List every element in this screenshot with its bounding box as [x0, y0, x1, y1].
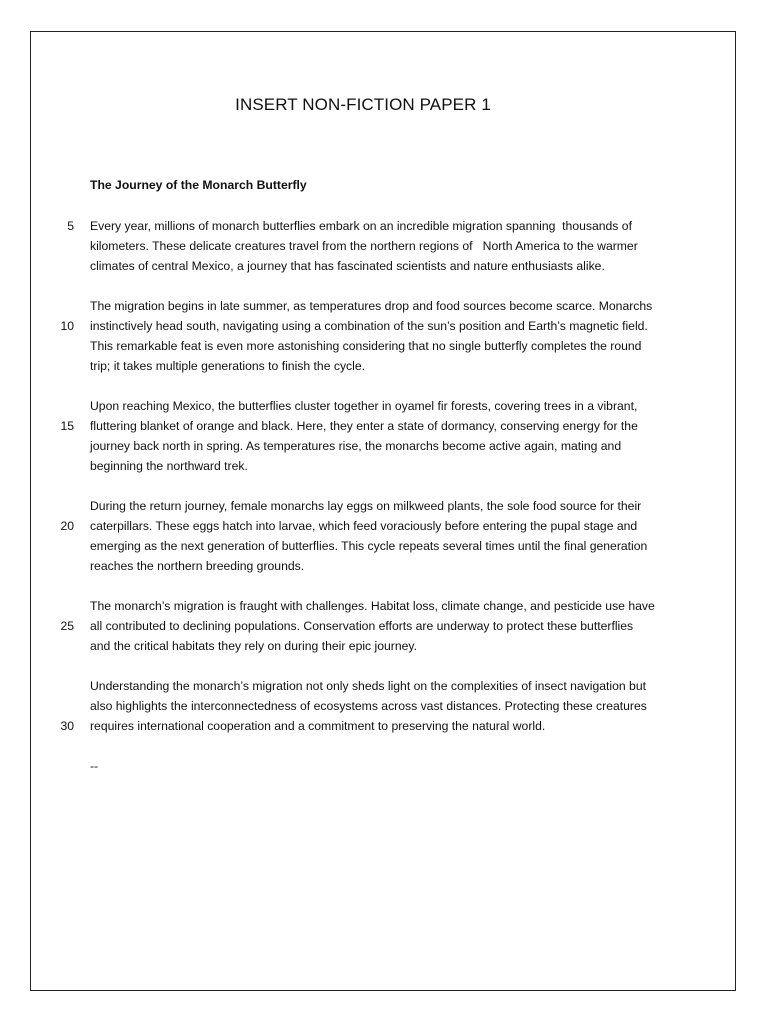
body-line: journey back north in spring. As temperatures rise, the monarchs become active again, mating and: [90, 439, 622, 453]
body-line: Upon reaching Mexico, the butterflies cluster together in oyamel fir forests, covering trees in a vibrant,: [90, 399, 638, 413]
body-line: Understanding the monarch’s migration not only sheds light on the complexities of insect navigation but: [90, 679, 646, 693]
line-number: 20: [60, 519, 74, 533]
body-line: fluttering blanket of orange and black. Here, they enter a state of dormancy, conserving energy for the: [90, 419, 638, 433]
body-line: caterpillars. These eggs hatch into larvae, which feed voraciously before entering the pupal stage and: [90, 519, 638, 533]
body-line: all contributed to declining populations. Conservation efforts are underway to protect these butterflies: [90, 619, 634, 633]
body-line: requires international cooperation and a commitment to preserving the natural world.: [90, 719, 546, 733]
body-line: also highlights the interconnectedness of ecosystems across vast distances. Protecting these creatures: [90, 699, 647, 713]
page-title: INSERT NON-FICTION PAPER 1: [235, 95, 491, 114]
body-line: instinctively head south, navigating using a combination of the sun’s position and Earth’s magnetic field.: [90, 319, 648, 333]
body-line: kilometers. These delicate creatures travel from the northern regions of North America to the warmer: [90, 239, 638, 253]
body-line: reaches the northern breeding grounds.: [90, 559, 305, 573]
body-line: The monarch’s migration is fraught with challenges. Habitat loss, climate change, and pesticide use have: [90, 599, 655, 613]
line-number: 10: [60, 319, 74, 333]
line-number: 5: [67, 219, 74, 233]
body-line: trip; it takes multiple generations to finish the cycle.: [90, 359, 366, 373]
body-line: This remarkable feat is even more astonishing considering that no single butterfly completes the round: [90, 339, 642, 353]
end-mark: --: [90, 759, 99, 773]
line-number: 15: [60, 419, 74, 433]
line-number: 25: [60, 619, 74, 633]
body-line: emerging as the next generation of butterflies. This cycle repeats several times until the final generation: [90, 539, 648, 553]
line-number: 30: [60, 719, 74, 733]
article-heading: The Journey of the Monarch Butterfly: [90, 178, 307, 192]
body-line: The migration begins in late summer, as temperatures drop and food sources become scarce. Monarchs: [90, 299, 653, 313]
body-line: Every year, millions of monarch butterflies embark on an incredible migration spanning thousands of: [90, 219, 632, 233]
body-line: climates of central Mexico, a journey that has fascinated scientists and nature enthusiasts alike.: [90, 259, 605, 273]
body-line: and the critical habitats they rely on during their epic journey.: [90, 639, 417, 653]
body-line: beginning the northward trek.: [90, 459, 248, 473]
body-line: During the return journey, female monarchs lay eggs on milkweed plants, the sole food source for their: [90, 499, 642, 513]
